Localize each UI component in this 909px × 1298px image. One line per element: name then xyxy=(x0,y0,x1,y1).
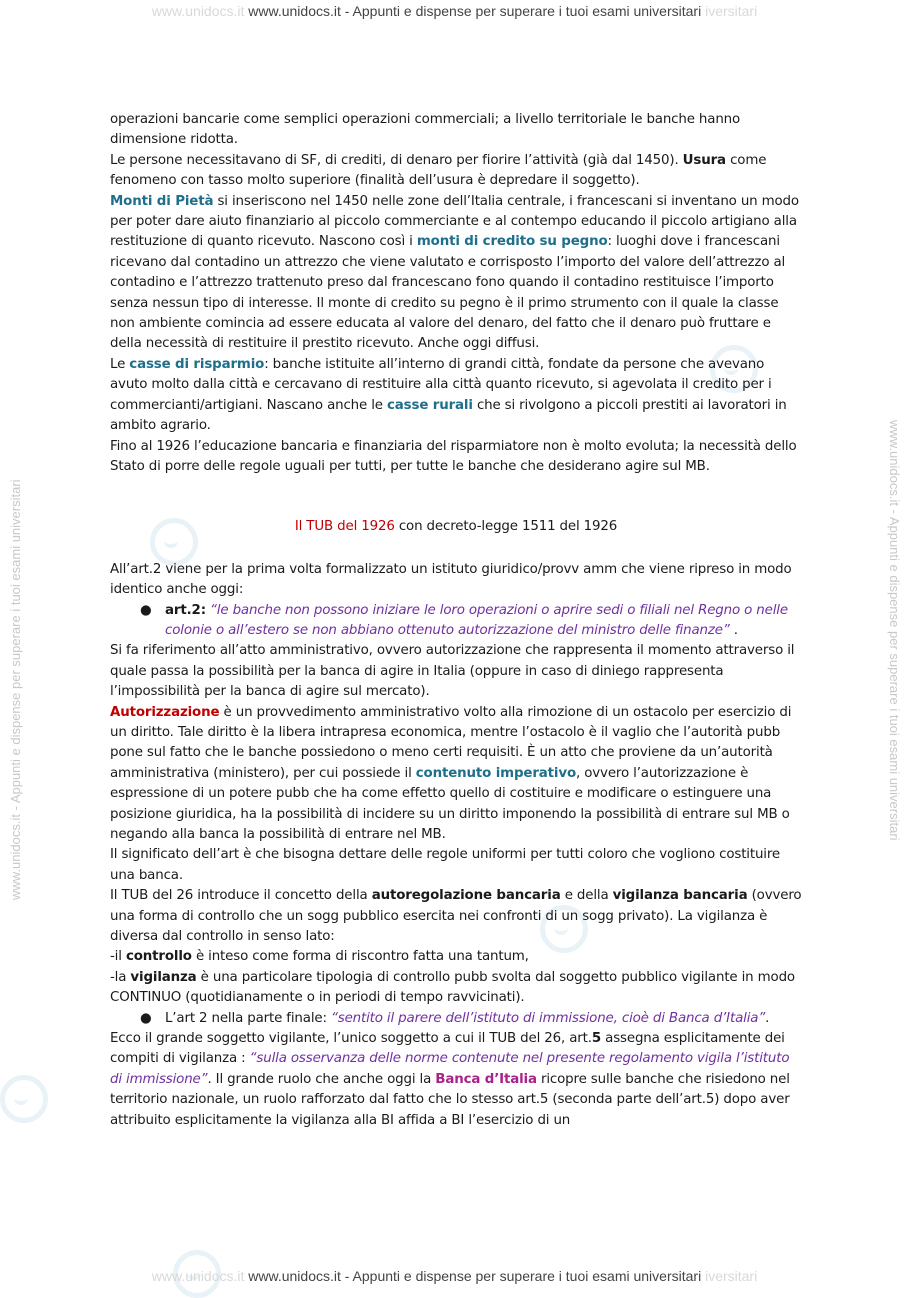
term-art2: art.2: xyxy=(165,602,206,618)
term-autoregolazione: autoregolazione bancaria xyxy=(371,888,561,904)
section-title-highlight: Il TUB del 1926 xyxy=(294,519,395,535)
header-ghost-left: www.unidocs.it xyxy=(151,3,245,19)
text: Le xyxy=(110,356,126,372)
text: L’art 2 nella parte finale: xyxy=(165,1010,327,1026)
bullet-icon: ● xyxy=(140,602,152,618)
footer-watermark-text: www.unidocs.it - Appunti e dispense per superare i tuoi esami universitari xyxy=(248,1268,702,1284)
text: Ecco il grande soggetto vigilante, l’unico soggetto a cui il TUB del 26, art. xyxy=(110,1031,592,1047)
unidocs-logo-icon xyxy=(0,1075,48,1123)
term-vigilanza-bancaria: vigilanza bancaria xyxy=(612,888,748,904)
paragraph xyxy=(110,886,802,947)
paragraph xyxy=(110,1029,802,1131)
term-casse-rurali: casse rurali xyxy=(387,397,473,413)
text: . xyxy=(765,1010,770,1026)
term-vigilanza: vigilanza xyxy=(130,969,197,985)
term-monti-di-credito: monti di credito su pegno xyxy=(416,234,608,250)
term-contenuto-imperativo: contenuto imperativo xyxy=(415,765,577,781)
text: come fenomeno con tasso molto superiore (finalità dell’usura è depredare il soggetto). xyxy=(110,152,767,189)
paragraph xyxy=(110,968,802,1009)
text: . Il grande ruolo che anche oggi la xyxy=(207,1071,432,1087)
paragraph xyxy=(110,560,802,601)
left-side-watermark: www.unidocs.it - Appunti e dispense per superare i tuoi esami universitari xyxy=(8,479,23,900)
term-banca-d-italia: Banca d’Italia xyxy=(435,1071,537,1087)
text: -il xyxy=(110,949,122,965)
text: Il TUB del 26 introduce il concetto della xyxy=(110,888,368,904)
paragraph xyxy=(110,437,802,478)
text: che si rivolgono a piccoli prestiti ai lavoratori in ambito agrario. xyxy=(110,397,787,434)
text: Le persone necessitavano di SF, di crediti, di denaro per fiorire l’attività (già dal 1450). xyxy=(110,152,679,168)
text: e della xyxy=(564,888,609,904)
footer-ghost-right: iversitari xyxy=(705,1268,758,1284)
term-controllo: controllo xyxy=(125,949,192,965)
quote: “sentito il parere dell’istituto di immissione, cioè di Banca d’Italia” xyxy=(330,1010,766,1026)
header-ghost-right: iversitari xyxy=(705,3,758,19)
text: : banche istituite all’interno di grandi città, fondate da persone che avevano avuto molto dalla città e cercavano di restituire alla città quanto ricevuto, si agevolata il credito per i commercianti/artigiani. Nascano anche le xyxy=(110,356,772,413)
quote: “le banche non possono iniziare le loro operazioni o aprire sedi o filiali nel Regno o nelle colonie o all’estero se non abbiano ottenuto autorizzazione del ministro delle finanze” xyxy=(165,602,788,638)
text: -la xyxy=(110,969,127,985)
text: è inteso come forma di riscontro fatta una tantum, xyxy=(195,949,529,965)
bullet-item xyxy=(110,601,802,642)
paragraph xyxy=(110,192,802,355)
quote: “sulla osservanza delle norme contenute nel presente regolamento vigila l’istituto di immissione” xyxy=(110,1051,790,1087)
term-casse-di-risparmio: casse di risparmio xyxy=(129,356,265,372)
text: è un provvedimento amministrativo volto alla rimozione di un ostacolo per esercizio di un diritto. Tale diritto è la libera intrapresa economica, mentre l’ostacolo è il vaglio che l’autorità pubb pone sul fatto che le banche possiedono o meno certi requisiti. È un atto che proviene da un’autorità amministrativa (ministero), per cui possiede il xyxy=(110,704,792,781)
paragraph xyxy=(110,947,802,967)
term-usura: Usura xyxy=(682,152,726,168)
paragraph xyxy=(110,641,802,702)
section-title xyxy=(110,517,802,537)
text: è una particolare tipologia di controllo pubb svolta dal soggetto pubblico vigilante in modo CONTINUO (quotidianamente o in periodi di tempo ravvicinati). xyxy=(110,969,795,1006)
term-autorizzazione: Autorizzazione xyxy=(110,704,220,720)
right-side-watermark: www.unidocs.it - Appunti e dispense per superare i tuoi esami universitari xyxy=(887,420,902,841)
text: Fino al 1926 l’educazione bancaria e finanziaria del risparmiatore non è molto evoluta; la necessità dello Stato di porre delle regole uguali per tutti, per tutte le banche che desiderano agire sul MB. xyxy=(110,438,797,474)
text: Il significato dell’art è che bisogna dettare delle regole uniformi per tutti coloro che vogliono costituire una banca. xyxy=(110,847,781,883)
text: si inseriscono nel 1450 nelle zone dell’Italia centrale, i francescani si inventano un modo per poter dare aiuto finanziario al piccolo commerciante e al contempo educando il piccolo artigiano alla restituzione di quanto ricevuto. Nascono così i xyxy=(110,193,799,250)
paragraph xyxy=(110,845,802,886)
text: All’art.2 viene per la prima volta formalizzato un istituto giuridico/provv amm che viene ripreso in modo identico anche oggi: xyxy=(110,561,792,598)
text: . xyxy=(733,622,738,638)
document-body xyxy=(110,110,802,1131)
text: assegna esplicitamente dei compiti di vigilanza : xyxy=(110,1031,785,1067)
text: ricopre sulle banche che risiedono nel territorio nazionale, un ruolo rafforzato dal fatto che lo stesso art.5 (seconda parte dell’art.5) dopo aver attribuito esplicitamente la vigilanza alla BI affida a BI l’esercizio di un xyxy=(110,1071,790,1128)
term-monti-di-pieta: Monti di Pietà xyxy=(110,193,214,209)
text: operazioni bancarie come semplici operazioni commerciali; a livello territoriale le banche hanno dimensione ridotta. xyxy=(110,112,741,148)
header-watermark-text: www.unidocs.it - Appunti e dispense per superare i tuoi esami universitari xyxy=(248,3,702,19)
bullet-item xyxy=(110,1009,802,1029)
footer-ghost-left: www.unidocs.it xyxy=(151,1268,245,1284)
text: Si fa riferimento all’atto amministrativo, ovvero autorizzazione che rappresenta il momento attraverso il quale passa la possibilità per la banca di agire in Italia (oppure in caso di diniego rappresenta l’impossibilità per la banca di agire sul mercato). xyxy=(110,643,795,700)
bullet-icon: ● xyxy=(140,1010,152,1026)
paragraph xyxy=(110,151,802,192)
section-title-rest: con decreto-legge 1511 del 1926 xyxy=(398,519,618,535)
term-art5: 5 xyxy=(591,1031,602,1047)
text: (ovvero una forma di controllo che un sogg pubblico esercita nei confronti di un sogg privato). La vigilanza è diversa dal controllo in senso lato: xyxy=(110,888,802,945)
header-watermark xyxy=(0,3,909,19)
paragraph xyxy=(110,703,802,846)
text: : luoghi dove i francescani ricevano dal contadino un attrezzo che viene valutato e corrisposto l’importo del valore dell’attrezzo al contadino e l’attrezzo trattenuto preso dal francescano fono quando il contadino restituisce l’importo senza nessun tipo di interesse. Il monte di credito su pegno è il primo strumento con il quale la classe non ambiente comincia ad essere educata al valore del denaro, del fatto che il denaro può fruttare e della necessità di restituire il prestito ricevuto. Anche oggi diffusi. xyxy=(110,234,786,352)
footer-watermark xyxy=(0,1268,909,1284)
paragraph xyxy=(110,110,802,151)
text: , ovvero l’autorizzazione è espressione di un potere pubb che ha come effetto quello di costituire e modificare o estinguere una posizione giuridica, ha la possibilità di incidere su un diritto imponendo la possibilità di entrare sul MB o negando alla banca la possibilità di entrare nel MB. xyxy=(110,765,790,842)
paragraph xyxy=(110,355,802,437)
